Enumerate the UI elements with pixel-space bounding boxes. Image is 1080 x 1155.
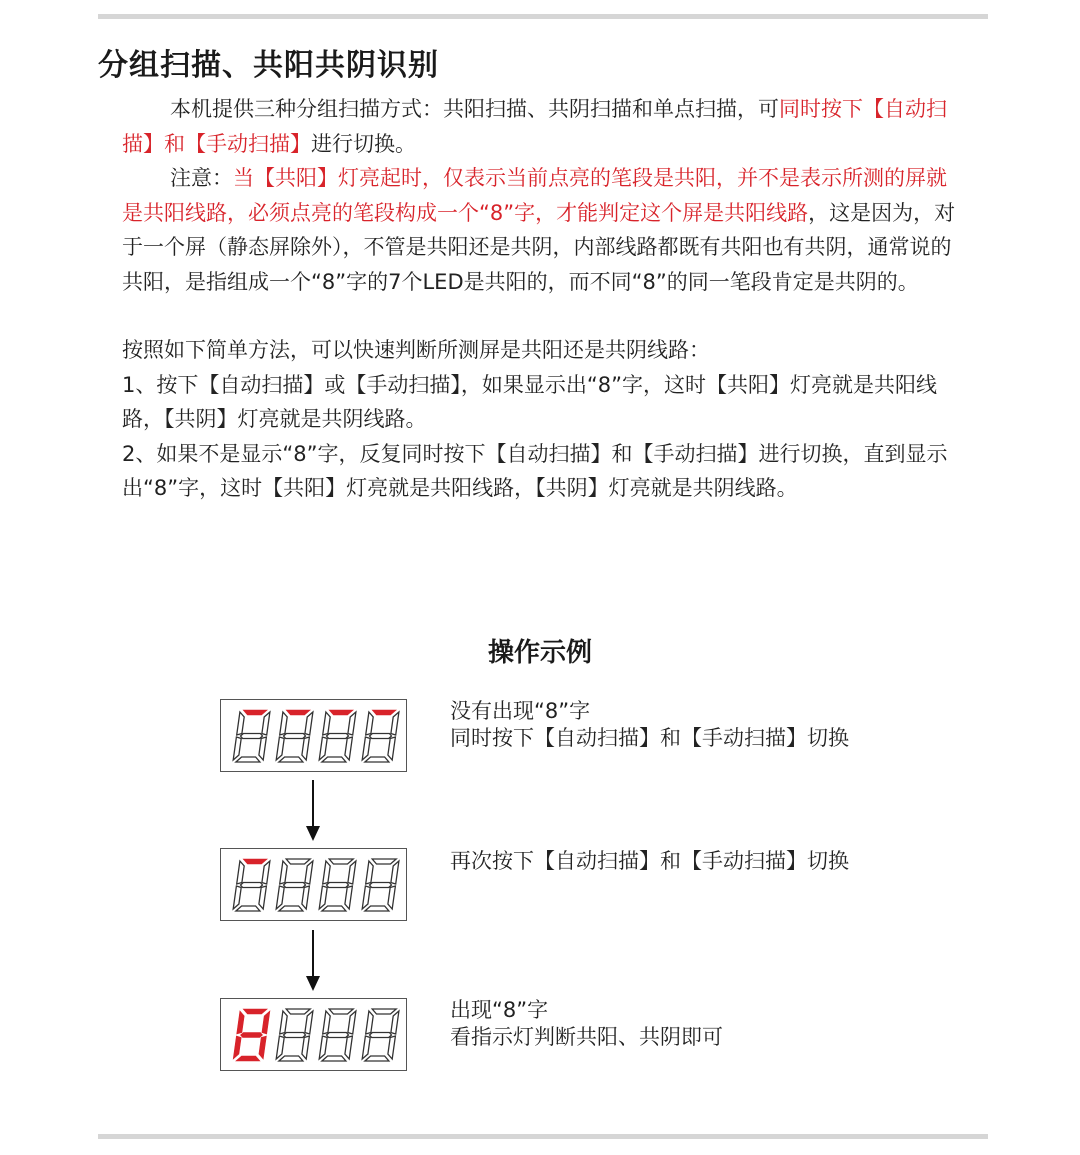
segment-a-digit-1 xyxy=(243,1009,267,1014)
segment-g-digit-1 xyxy=(241,883,263,888)
segment-c-digit-3 xyxy=(345,1036,353,1059)
intro-tail: 进行切换。 xyxy=(311,131,416,156)
segment-b-digit-4 xyxy=(391,712,399,735)
note-highlight: 当【共阳】灯亮起时，仅表示当前点亮的笔段是共阳，并不是表示所测的屏就是共阳线路，必须点亮的笔段构成一个“8”字，才能判定这个屏是共阳线路 xyxy=(122,166,947,225)
display-graphic xyxy=(221,849,408,922)
segment-a-digit-3 xyxy=(329,859,353,864)
segment-c-digit-1 xyxy=(259,1036,267,1059)
segment-g-digit-4 xyxy=(370,883,392,888)
segment-f-digit-1 xyxy=(237,712,245,735)
intro-text: 本机提供三种分组扫描方式：共阳扫描、共阴扫描和单点扫描，可 xyxy=(170,97,779,121)
segment-b-digit-1 xyxy=(262,1011,270,1034)
segment-g-digit-3 xyxy=(327,1033,349,1038)
bottom-divider xyxy=(98,1134,988,1139)
segment-a-digit-1 xyxy=(243,710,267,715)
seven-segment-display-step-1 xyxy=(220,699,407,772)
segment-c-digit-3 xyxy=(345,886,353,909)
segment-f-digit-2 xyxy=(280,861,288,884)
segment-g-digit-2 xyxy=(284,1033,306,1038)
segment-d-digit-1 xyxy=(236,757,260,762)
segment-e-digit-3 xyxy=(319,737,327,760)
segment-f-digit-3 xyxy=(323,712,331,735)
segment-e-digit-1 xyxy=(233,886,241,909)
segment-f-digit-4 xyxy=(366,1011,374,1034)
segment-f-digit-2 xyxy=(280,712,288,735)
segment-d-digit-1 xyxy=(236,906,260,911)
top-divider xyxy=(98,14,988,19)
segment-g-digit-2 xyxy=(284,734,306,739)
segment-a-digit-2 xyxy=(286,859,310,864)
seven-segment-display-step-2 xyxy=(220,848,407,921)
segment-e-digit-4 xyxy=(362,1036,370,1059)
segment-c-digit-2 xyxy=(302,737,310,760)
segment-d-digit-3 xyxy=(322,757,346,762)
segment-d-digit-2 xyxy=(279,757,303,762)
segment-a-digit-4 xyxy=(372,1009,396,1014)
segment-d-digit-4 xyxy=(365,1056,389,1061)
paragraph-method-intro: 按照如下简单方法，可以快速判断所测屏是共阳还是共阴线路： xyxy=(122,338,710,362)
example-title: 操作示例 xyxy=(487,638,592,668)
segment-g-digit-1 xyxy=(241,734,263,739)
step-1-line-2: 同时按下【自动扫描】和【手动扫描】切换 xyxy=(450,726,849,750)
display-graphic xyxy=(221,999,408,1072)
segment-c-digit-1 xyxy=(259,886,267,909)
segment-d-digit-1 xyxy=(236,1056,260,1061)
segment-e-digit-3 xyxy=(319,886,327,909)
segment-g-digit-1 xyxy=(241,1033,263,1038)
segment-d-digit-3 xyxy=(322,1056,346,1061)
segment-f-digit-4 xyxy=(366,712,374,735)
intro-highlight: 同时按下【自动扫描】和【手动扫描】 xyxy=(122,97,947,156)
down-arrow-icon xyxy=(303,780,323,842)
segment-f-digit-3 xyxy=(323,1011,331,1034)
segment-f-digit-1 xyxy=(237,861,245,884)
segment-b-digit-3 xyxy=(348,1011,356,1034)
segment-c-digit-3 xyxy=(345,737,353,760)
segment-f-digit-3 xyxy=(323,861,331,884)
segment-g-digit-4 xyxy=(370,1033,392,1038)
segment-e-digit-1 xyxy=(233,737,241,760)
segment-b-digit-1 xyxy=(262,712,270,735)
step-3-line-1: 出现“8”字 xyxy=(450,998,549,1022)
segment-f-digit-1 xyxy=(237,1011,245,1034)
segment-f-digit-4 xyxy=(366,861,374,884)
segment-g-digit-2 xyxy=(284,883,306,888)
segment-c-digit-4 xyxy=(388,1036,396,1059)
segment-e-digit-4 xyxy=(362,886,370,909)
step-2-line-1: 再次按下【自动扫描】和【手动扫描】切换 xyxy=(450,849,849,873)
segment-d-digit-3 xyxy=(322,906,346,911)
segment-c-digit-2 xyxy=(302,886,310,909)
segment-a-digit-1 xyxy=(243,859,267,864)
display-graphic xyxy=(221,700,408,773)
segment-d-digit-2 xyxy=(279,1056,303,1061)
segment-a-digit-3 xyxy=(329,1009,353,1014)
segment-g-digit-4 xyxy=(370,734,392,739)
segment-e-digit-2 xyxy=(276,886,284,909)
segment-e-digit-1 xyxy=(233,1036,241,1059)
step-1-line-1: 没有出现“8”字 xyxy=(450,699,591,723)
note-label: 注意： xyxy=(170,166,233,190)
down-arrow-icon xyxy=(303,930,323,992)
step-2-note xyxy=(450,848,849,875)
segment-a-digit-3 xyxy=(329,710,353,715)
segment-g-digit-3 xyxy=(327,734,349,739)
segment-c-digit-4 xyxy=(388,886,396,909)
note-text: ，这是因为，对于一个屏（静态屏除外），不管是共阳还是共阴，内部线路都既有共阳也有共阴，通常说的共阳，是指组成一个“8”字的7个LED是共阳的，而不同“8”的同一笔段肯定是共阴的。 xyxy=(122,200,956,294)
segment-e-digit-4 xyxy=(362,737,370,760)
segment-a-digit-4 xyxy=(372,859,396,864)
segment-d-digit-2 xyxy=(279,906,303,911)
step-3-line-2: 看指示灯判断共阳、共阴即可 xyxy=(450,1025,723,1049)
segment-b-digit-2 xyxy=(305,1011,313,1034)
body-text xyxy=(122,92,962,506)
step-1-note xyxy=(450,698,849,752)
segment-c-digit-4 xyxy=(388,737,396,760)
segment-e-digit-2 xyxy=(276,737,284,760)
seven-segment-display-step-3 xyxy=(220,998,407,1071)
segment-b-digit-2 xyxy=(305,861,313,884)
paragraph-intro xyxy=(122,92,962,161)
segment-d-digit-4 xyxy=(365,906,389,911)
segment-b-digit-1 xyxy=(262,861,270,884)
segment-a-digit-2 xyxy=(286,710,310,715)
segment-e-digit-3 xyxy=(319,1036,327,1059)
step-3-note xyxy=(450,997,723,1051)
segment-f-digit-2 xyxy=(280,1011,288,1034)
segment-b-digit-3 xyxy=(348,861,356,884)
segment-b-digit-2 xyxy=(305,712,313,735)
segment-b-digit-4 xyxy=(391,861,399,884)
segment-d-digit-4 xyxy=(365,757,389,762)
segment-b-digit-4 xyxy=(391,1011,399,1034)
segment-a-digit-2 xyxy=(286,1009,310,1014)
segment-e-digit-2 xyxy=(276,1036,284,1059)
paragraph-step-1: 1、按下【自动扫描】或【手动扫描】，如果显示出“8”字，这时【共阳】灯亮就是共阳线路，【共阴】灯亮就是共阴线路。 xyxy=(122,372,937,431)
paragraph-note xyxy=(122,161,962,299)
page-title: 分组扫描、共阳共阴识别 xyxy=(98,48,439,83)
segment-g-digit-3 xyxy=(327,883,349,888)
segment-c-digit-2 xyxy=(302,1036,310,1059)
segment-b-digit-3 xyxy=(348,712,356,735)
segment-c-digit-1 xyxy=(259,737,267,760)
paragraph-step-2: 2、如果不是显示“8”字，反复同时按下【自动扫描】和【手动扫描】进行切换，直到显示出“8”字，这时【共阳】灯亮就是共阳线路，【共阴】灯亮就是共阴线路。 xyxy=(122,441,948,500)
segment-a-digit-4 xyxy=(372,710,396,715)
